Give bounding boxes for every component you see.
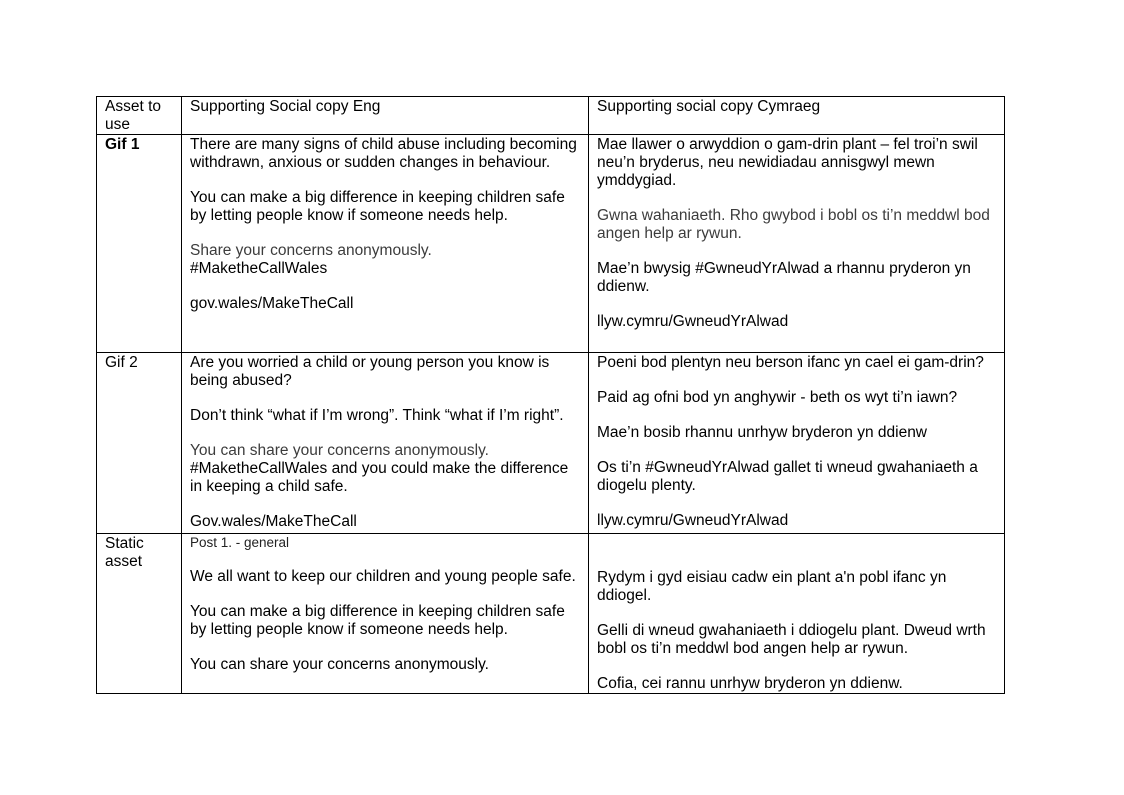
hashtag: #MaketheCallWales xyxy=(190,260,328,277)
asset-label: Gif 2 xyxy=(105,354,138,371)
paragraph: Poeni bod plentyn neu berson ifanc yn cael ei gam-drin? xyxy=(597,354,984,371)
eng-cell xyxy=(182,135,589,353)
paragraph: You can make a big difference in keeping children safe by letting people know if someone needs help. xyxy=(190,189,565,224)
paragraph: Rydym i gyd eisiau cadw ein plant a'n pobl ifanc yn ddiogel. xyxy=(597,569,947,604)
link-text: llyw.cymru/GwneudYrAlwad xyxy=(597,313,789,330)
table-header-row xyxy=(97,97,1005,135)
paragraph: #MaketheCallWales and you could make the difference in keeping a child safe. xyxy=(190,460,569,495)
paragraph: You can make a big difference in keeping children safe by letting people know if someone needs help. xyxy=(190,603,565,638)
table-row xyxy=(97,534,1005,694)
link-text: llyw.cymru/GwneudYrAlwad xyxy=(597,512,789,529)
paragraph: You can share your concerns anonymously. xyxy=(190,656,489,673)
header-asset: Asset to use xyxy=(97,97,182,135)
eng-cell xyxy=(182,534,589,694)
asset-label: Gif 1 xyxy=(105,136,140,153)
paragraph: Os ti’n #GwneudYrAlwad gallet ti wneud gwahaniaeth a diogelu plenty. xyxy=(597,459,978,494)
table-row xyxy=(97,353,1005,534)
table-row xyxy=(97,135,1005,353)
paragraph: We all want to keep our children and young people safe. xyxy=(190,568,576,585)
paragraph: Mae llawer o arwyddion o gam-drin plant – fel troi’n swil neu’n bryderus, neu newidiadau annisgwyl mewn ymddygiad. xyxy=(597,136,978,189)
header-cym: Supporting social copy Cymraeg xyxy=(589,97,1005,135)
paragraph: Don’t think “what if I’m wrong”. Think “what if I’m right”. xyxy=(190,407,564,424)
cym-cell xyxy=(589,534,1005,694)
social-copy-table xyxy=(96,96,1005,694)
asset-cell xyxy=(97,135,182,353)
paragraph: Cofia, cei rannu unrhyw bryderon yn ddienw. xyxy=(597,675,903,692)
asset-label: Static asset xyxy=(105,535,144,570)
header-eng: Supporting Social copy Eng xyxy=(182,97,589,135)
paragraph: Mae’n bwysig #GwneudYrAlwad a rhannu pryderon yn ddienw. xyxy=(597,260,971,295)
paragraph: Gwna wahaniaeth. Rho gwybod i bobl os ti’n meddwl bod angen help ar rywun. xyxy=(597,207,990,242)
paragraph: You can share your concerns anonymously. xyxy=(190,442,489,459)
paragraph: Mae’n bosib rhannu unrhyw bryderon yn ddienw xyxy=(597,424,928,441)
paragraph: Are you worried a child or young person you know is being abused? xyxy=(190,354,550,389)
asset-cell xyxy=(97,534,182,694)
paragraph: There are many signs of child abuse including becoming withdrawn, anxious or sudden changes in behaviour. xyxy=(190,136,577,171)
asset-cell xyxy=(97,353,182,534)
link-text: Gov.wales/MakeTheCall xyxy=(190,513,357,530)
cym-cell xyxy=(589,135,1005,353)
eng-cell xyxy=(182,353,589,534)
paragraph: Paid ag ofni bod yn anghywir - beth os wyt ti’n iawn? xyxy=(597,389,958,406)
cym-cell xyxy=(589,353,1005,534)
link-text: gov.wales/MakeTheCall xyxy=(190,295,354,312)
paragraph: Gelli di wneud gwahaniaeth i ddiogelu plant. Dweud wrth bobl os ti’n meddwl bod angen help ar rywun. xyxy=(597,622,986,657)
post-label: Post 1. - general xyxy=(190,535,290,550)
paragraph: Share your concerns anonymously. xyxy=(190,242,432,259)
